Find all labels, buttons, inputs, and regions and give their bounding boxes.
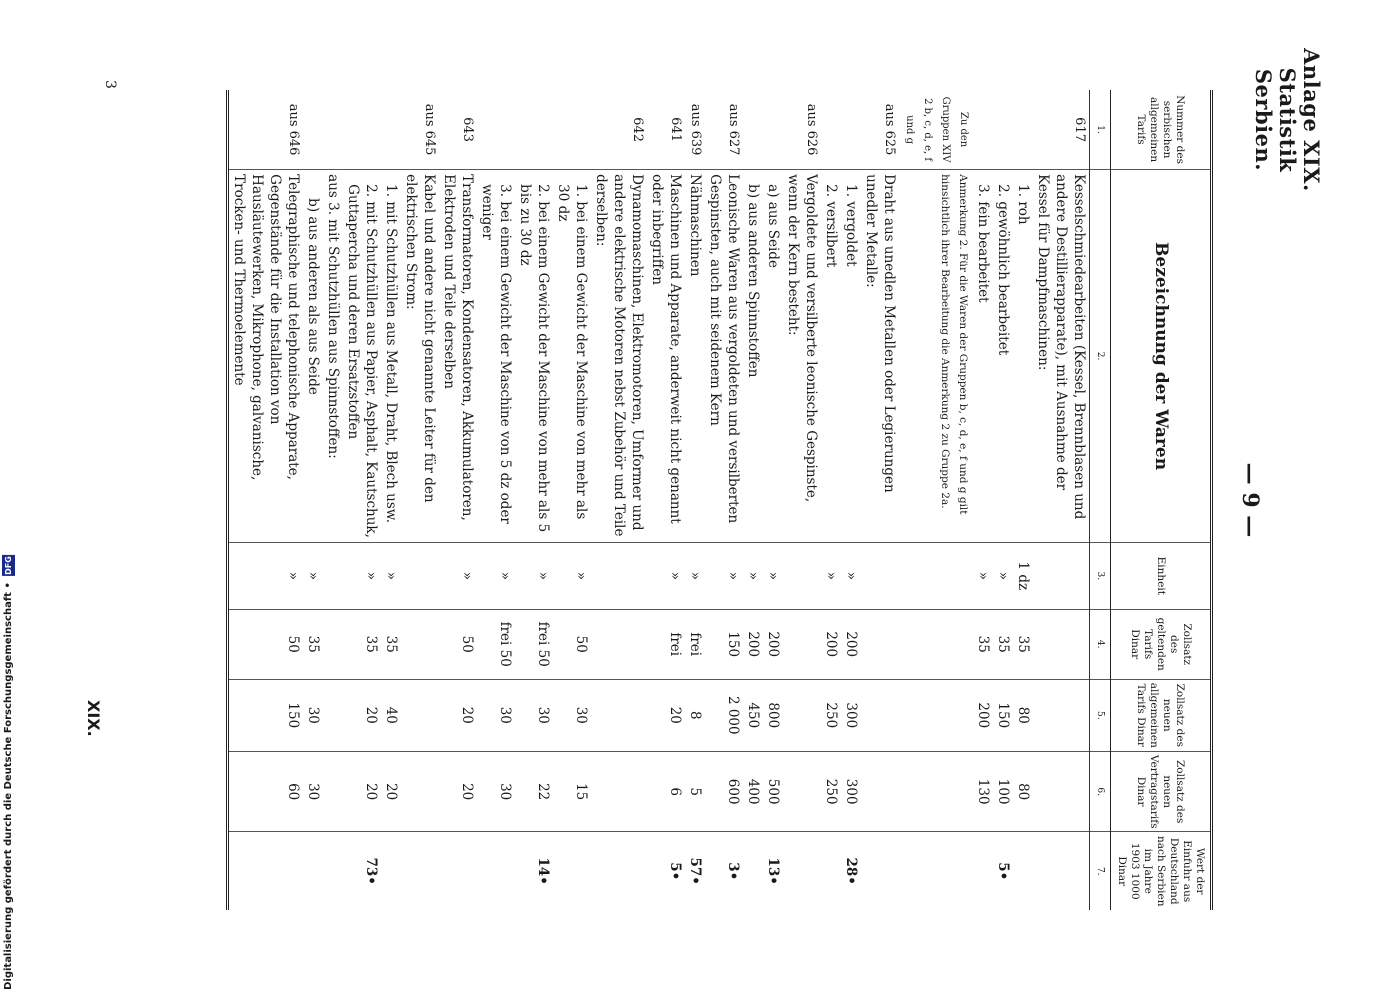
cell-current-rate	[861, 609, 899, 679]
cell-unit: »	[228, 542, 304, 609]
cell-unit: »	[553, 542, 591, 609]
cell-unit	[323, 542, 343, 609]
cell-new-treaty-rate	[323, 751, 343, 832]
cell-new-treaty-rate	[1033, 751, 1090, 832]
cell-new-general-rate: 80	[1013, 679, 1033, 751]
cell-unit: »	[343, 542, 381, 609]
cell-current-rate: frei	[685, 609, 705, 679]
cell-tariff-number	[303, 90, 323, 170]
table-row	[343, 90, 381, 910]
cell-new-general-rate: 20	[343, 679, 381, 751]
cell-import-value	[477, 832, 515, 910]
cell-goods-description: 2. gewöhnlich bearbeitet	[993, 170, 1013, 543]
table-row	[973, 90, 993, 910]
cell-tariff-number	[515, 90, 553, 170]
cell-tariff-number: aus 639	[688, 103, 703, 156]
cell-unit: »	[763, 542, 783, 609]
cell-unit	[899, 542, 973, 609]
cell-new-treaty-rate: 15	[553, 751, 591, 832]
col-num-6: 6.	[1090, 751, 1111, 832]
cell-tariff-number	[381, 90, 401, 170]
cell-import-value	[439, 832, 477, 910]
cell-tariff-number: aus 625	[882, 103, 897, 156]
cell-goods-description: b) aus anderen Spinnstoffen	[743, 170, 763, 543]
cell-unit: »	[973, 542, 993, 609]
cell-unit: »	[303, 542, 323, 609]
table-row	[763, 90, 783, 910]
cell-unit: »	[439, 542, 477, 609]
cell-unit: »	[477, 542, 515, 609]
cell-current-rate: 200	[743, 609, 763, 679]
cell-import-value	[821, 832, 841, 910]
col-header-new-treaty-rate: Zollsatz des neuen Vertragstarifs Dinar	[1111, 751, 1212, 832]
cell-import-value	[1033, 832, 1090, 910]
cell-new-general-rate: 150	[228, 679, 304, 751]
table-row	[647, 90, 685, 910]
cell-new-treaty-rate: 300	[841, 751, 861, 832]
cell-new-general-rate: 30	[477, 679, 515, 751]
cell-goods-description: Kabel und andere nicht genannte Leiter für den elektrischen Strom:	[401, 170, 439, 543]
cell-new-treaty-rate: 20	[343, 751, 381, 832]
cell-current-rate: 150	[705, 609, 743, 679]
cell-current-rate: frei	[647, 609, 685, 679]
cell-current-rate: 35	[1013, 609, 1033, 679]
cell-unit: »	[685, 542, 705, 609]
cell-new-treaty-rate: 80	[1013, 751, 1033, 832]
cell-goods-description: 2. versilbert	[821, 170, 841, 543]
cell-current-rate: 35	[973, 609, 993, 679]
cell-unit: »	[841, 542, 861, 609]
cell-goods-description: 1. roh	[1013, 170, 1033, 543]
tariff-table	[226, 90, 1213, 910]
cell-goods-description: 1. mit Schutzhüllen aus Metall, Draht, Blech usw.	[381, 170, 401, 543]
col-header-import-value: Wert der Einfuhr aus Deutschland nach Serbien im Jahre 1903 1000 Dinar	[1111, 832, 1212, 910]
cell-tariff-number	[343, 90, 381, 170]
cell-goods-description: Vergoldete und versilberte leonische Gespinste, wenn der Kern besteht:	[783, 170, 821, 543]
cell-unit: 1 dz	[1013, 542, 1033, 609]
cell-import-value	[783, 832, 821, 910]
appendix-subtitle: Statistik Serbien.	[1251, 67, 1300, 173]
cell-import-value	[591, 832, 647, 910]
appendix-title: Anlage XIX.	[1299, 48, 1324, 192]
cell-new-general-rate: 40	[381, 679, 401, 751]
funding-text: Digitalisierung gefördert durch die Deutsche Forschungsgemeinschaft •	[3, 582, 14, 990]
cell-new-general-rate: 200	[973, 679, 993, 751]
col-num-4: 4.	[1090, 609, 1111, 679]
cell-current-rate: 50	[553, 609, 591, 679]
cell-import-value	[973, 832, 993, 910]
cell-current-rate	[401, 609, 439, 679]
col-header-tariff-number: Nummer des serbischen allgemeinen Tarifs	[1111, 90, 1212, 170]
cell-import-value	[861, 832, 899, 910]
cell-goods-description: Leonische Waren aus vergoldeten und versilberten Gespinsten, auch mit seidenem Kern	[705, 170, 743, 543]
cell-new-general-rate	[899, 679, 973, 751]
cell-new-treaty-rate: 130	[973, 751, 993, 832]
cell-import-value	[553, 832, 591, 910]
table-row	[743, 90, 763, 910]
cell-unit: »	[705, 542, 743, 609]
cell-new-treaty-rate: 250	[821, 751, 841, 832]
table-row	[1013, 90, 1033, 910]
cell-import-value	[381, 832, 401, 910]
cell-new-general-rate: 800	[763, 679, 783, 751]
cell-new-general-rate	[591, 679, 647, 751]
page-number: — 9 —	[1237, 462, 1263, 538]
cell-current-rate: 200	[821, 609, 841, 679]
col-num-1: 1.	[1090, 90, 1111, 170]
cell-goods-description: 1. vergoldet	[841, 170, 861, 543]
col-num-5: 5.	[1090, 679, 1111, 751]
cell-new-treaty-rate: 5	[685, 751, 705, 832]
col-header-unit: Einheit	[1111, 542, 1212, 609]
cell-unit	[401, 542, 439, 609]
cell-goods-description: Dynamomaschinen, Elektromotoren, Umformer und andere elektrische Motoren nebst Zubehör und Teile derselben:	[591, 170, 647, 543]
cell-tariff-number	[821, 90, 841, 170]
table-row	[323, 90, 343, 910]
cell-goods-description: 2. mit Schutzhüllen aus Papier, Asphalt, Kautschuk, Guttapercha und deren Ersatzstoffen	[343, 170, 381, 543]
cell-new-general-rate: 30	[303, 679, 323, 751]
cell-unit	[861, 542, 899, 609]
col-header-current-rate: Zollsatz des geltenden Tarifs Dinar	[1111, 609, 1212, 679]
cell-goods-description: 3. fein bearbeitet	[973, 170, 993, 543]
cell-import-value	[743, 832, 763, 910]
dfg-logo-badge: DFG	[4, 556, 13, 575]
cell-new-general-rate: 30	[553, 679, 591, 751]
cell-goods-description: Maschinen und Apparate, anderweit nicht genannt oder inbegriffen	[647, 170, 685, 543]
cell-new-treaty-rate	[861, 751, 899, 832]
col-num-3: 3.	[1090, 542, 1111, 609]
table-row	[899, 90, 973, 910]
cell-import-value: 28•	[841, 832, 861, 910]
cell-new-general-rate: 20	[439, 679, 477, 751]
cell-import-value: 57•	[685, 832, 705, 910]
table-row	[993, 90, 1013, 910]
table-row	[821, 90, 841, 910]
table-row	[841, 90, 861, 910]
cell-tariff-number	[763, 90, 783, 170]
cell-import-value	[1013, 832, 1033, 910]
cell-current-rate: 35	[993, 609, 1013, 679]
cell-tariff-number	[993, 90, 1013, 170]
cell-new-general-rate	[783, 679, 821, 751]
cell-import-value: 73•	[343, 832, 381, 910]
cell-new-treaty-rate	[591, 751, 647, 832]
cell-new-general-rate	[861, 679, 899, 751]
cell-new-treaty-rate: 500	[763, 751, 783, 832]
table-row	[477, 90, 515, 910]
cell-tariff-number: aus 646	[228, 90, 304, 170]
table-header-row	[1111, 90, 1212, 910]
cell-unit: »	[647, 542, 685, 609]
cell-tariff-number	[743, 90, 763, 170]
cell-new-treaty-rate: 20	[381, 751, 401, 832]
cell-current-rate: 35	[381, 609, 401, 679]
cell-tariff-number: aus 626	[804, 103, 819, 156]
table-row	[705, 90, 743, 910]
cell-tariff-number: Zu den Gruppen XIV 2 b, c, d, e, f und g	[904, 96, 969, 163]
table-row	[515, 90, 553, 910]
cell-tariff-number: aus 645	[422, 103, 437, 156]
cell-goods-description: Nähmaschinen	[685, 170, 705, 543]
cell-current-rate: frei 50	[477, 609, 515, 679]
cell-new-treaty-rate: 100	[993, 751, 1013, 832]
cell-current-rate	[1033, 609, 1090, 679]
cell-current-rate: 200	[841, 609, 861, 679]
cell-unit: »	[821, 542, 841, 609]
cell-current-rate	[591, 609, 647, 679]
cell-current-rate	[323, 609, 343, 679]
table-row	[303, 90, 323, 910]
table-row	[401, 90, 439, 910]
cell-tariff-number	[553, 90, 591, 170]
table-row	[381, 90, 401, 910]
cell-goods-description: 1. bei einem Gewicht der Maschine von mehr als 30 dz	[553, 170, 591, 543]
cell-current-rate: frei 50	[515, 609, 553, 679]
cell-current-rate: 50	[228, 609, 304, 679]
cell-unit: »	[993, 542, 1013, 609]
cell-goods-description: Kesselschmiedearbeiten (Kessel, Brennblasen und andere Destillierapparate), mit Ausnahme der Kessel für Dampfmaschinen:	[1033, 170, 1090, 543]
cell-import-value: 5•	[993, 832, 1013, 910]
table-row	[553, 90, 591, 910]
cell-goods-description: 2. bei einem Gewicht der Maschine von mehr als 5 bis zu 30 dz	[515, 170, 553, 543]
cell-new-general-rate	[323, 679, 343, 751]
cell-new-general-rate: 8	[685, 679, 705, 751]
cell-new-treaty-rate: 400	[743, 751, 763, 832]
cell-new-general-rate: 20	[647, 679, 685, 751]
cell-new-general-rate: 250	[821, 679, 841, 751]
cell-tariff-number	[1013, 90, 1033, 170]
col-header-description: Bezeichnung der Waren	[1111, 170, 1212, 543]
cell-unit: »	[381, 542, 401, 609]
cell-unit	[1033, 542, 1090, 609]
cell-new-general-rate: 150	[993, 679, 1013, 751]
cell-import-value: 3•	[705, 832, 743, 910]
table-row	[1033, 90, 1090, 910]
cell-import-value: 13•	[763, 832, 783, 910]
cell-current-rate: 200	[763, 609, 783, 679]
cell-new-general-rate	[401, 679, 439, 751]
cell-new-treaty-rate	[783, 751, 821, 832]
cell-unit	[591, 542, 647, 609]
cell-tariff-number: 643	[460, 117, 475, 142]
column-number-row	[1090, 90, 1111, 910]
cell-tariff-number: 641	[668, 117, 683, 142]
cell-unit: »	[743, 542, 763, 609]
tariff-body	[228, 90, 1090, 910]
cell-import-value	[401, 832, 439, 910]
cell-new-treaty-rate	[899, 751, 973, 832]
cell-new-treaty-rate	[401, 751, 439, 832]
cell-tariff-number	[841, 90, 861, 170]
cell-current-rate: 35	[343, 609, 381, 679]
cell-new-general-rate	[1033, 679, 1090, 751]
cell-goods-description: Transformatoren, Kondensatoren, Akkumulatoren, Elektroden und Teile derselben	[439, 170, 477, 543]
cell-unit	[783, 542, 821, 609]
cell-new-treaty-rate: 60	[228, 751, 304, 832]
cell-import-value	[899, 832, 973, 910]
cell-new-general-rate: 300	[841, 679, 861, 751]
cell-goods-description: aus 3. mit Schutzhüllen aus Spinnstoffen:	[323, 170, 343, 543]
cell-goods-description: a) aus Seide	[763, 170, 783, 543]
cell-new-treaty-rate: 600	[705, 751, 743, 832]
signature-mark: XIX.	[84, 700, 103, 737]
table-row	[783, 90, 821, 910]
table-row	[685, 90, 705, 910]
cell-tariff-number	[477, 90, 515, 170]
cell-import-value	[303, 832, 323, 910]
cell-unit: »	[515, 542, 553, 609]
cell-import-value: 5•	[647, 832, 685, 910]
cell-goods-description: Telegraphische und telephonische Apparate, Gegenstände für die Installation von Hausläutewerken, Mikrophone, galvanische, Trocken- und Thermoelemente	[228, 170, 304, 543]
cell-goods-description: Anmerkung 2. Für die Waren der Gruppen b, c, d, e, f und g gilt hinsichtlich ihrer Bearbeitung die Anmerkung 2 zu Gruppe 2a.	[899, 170, 973, 543]
cell-goods-description: b) aus anderen als aus Seide	[303, 170, 323, 543]
cell-new-treaty-rate: 22	[515, 751, 553, 832]
table-row	[439, 90, 477, 910]
table-row	[228, 90, 304, 910]
cell-current-rate	[783, 609, 821, 679]
table-row	[591, 90, 647, 910]
sheet-number: 3	[102, 80, 118, 89]
cell-current-rate: 35	[303, 609, 323, 679]
cell-tariff-number	[973, 90, 993, 170]
col-num-7: 7.	[1090, 832, 1111, 910]
cell-new-treaty-rate: 30	[477, 751, 515, 832]
cell-import-value: 14•	[515, 832, 553, 910]
col-num-2: 2.	[1090, 170, 1111, 543]
cell-current-rate	[899, 609, 973, 679]
cell-import-value	[228, 832, 304, 910]
cell-tariff-number: aus 627	[726, 103, 741, 156]
cell-new-treaty-rate: 6	[647, 751, 685, 832]
cell-new-general-rate: 450	[743, 679, 763, 751]
cell-new-treaty-rate: 30	[303, 751, 323, 832]
col-header-new-general-rate: Zollsatz des neuen allgemeinen Tarifs Dinar	[1111, 679, 1212, 751]
cell-import-value	[323, 832, 343, 910]
cell-new-general-rate: 2 000	[705, 679, 743, 751]
cell-tariff-number: 617	[1072, 117, 1087, 142]
cell-tariff-number	[323, 90, 343, 170]
cell-goods-description: 3. bei einem Gewicht der Maschine von 5 dz oder weniger	[477, 170, 515, 543]
table-row	[861, 90, 899, 910]
cell-tariff-number: 642	[630, 117, 645, 142]
cell-new-treaty-rate: 20	[439, 751, 477, 832]
cell-new-general-rate: 30	[515, 679, 553, 751]
cell-current-rate: 50	[439, 609, 477, 679]
cell-goods-description: Draht aus unedlen Metallen oder Legierungen unedler Metalle:	[861, 170, 899, 543]
